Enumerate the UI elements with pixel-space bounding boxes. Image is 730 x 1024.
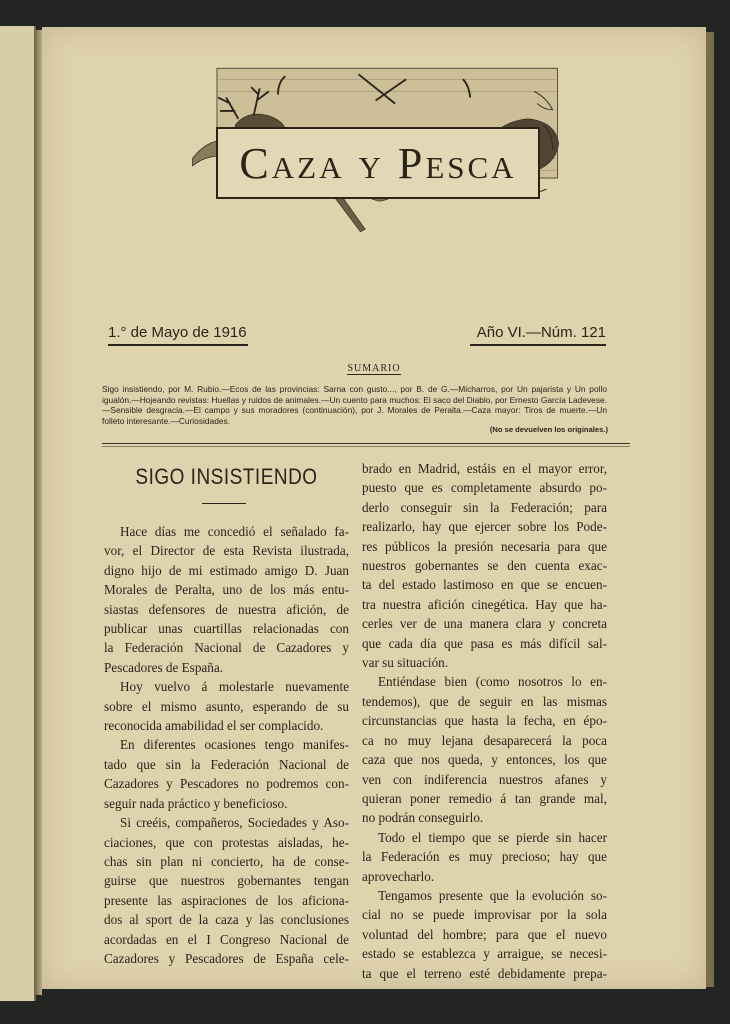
text-line: tra nuestra afición cinegética. Hay que ha- (362, 596, 607, 612)
page-edge (706, 32, 714, 987)
text-line: Hace días me concedió el señalado fa- (120, 524, 349, 539)
text-line: ven con indiferencia nuestros afanes y (362, 771, 607, 787)
text-line: ta del estado lastimoso en que se encuen- (362, 577, 607, 593)
text-line: derlo conseguir sin la Federación; para (362, 499, 607, 515)
text-line: Cazadores y Pescadores no podremos con- (104, 776, 349, 792)
sumario-text: Sigo insistiendo, por M. Rubio.—Ecos de las provincias: Sarna con gusto..., por B. de G.—Micharros, por Un pajarista y Un pollo igualón.—Hojeando revistas: Huellas y ruidos de animales.—Un cuento para muchos: El saco del Diablo, por Ernesto García Ladevese.—Sensible desgracia.—El campo y sus moradores (continuación), por J. Morales de Peralta.—Caza mayor: Tiros de muerte.—Un folleto interesante.—Curiosidades. (102, 384, 607, 426)
text-line: aprovecharlo. (362, 868, 435, 884)
text-line: estado se establezca y arraigue, se necesi- (362, 946, 607, 962)
article-column-left (104, 522, 349, 968)
text-line: digno hijo de mi estimado amigo D. Juan (104, 562, 349, 578)
text-line: res públicos la presión necesaria para que (362, 538, 607, 554)
text-line: cial no se puede improvisar por la sola (362, 907, 607, 923)
book-spine (34, 30, 42, 995)
text-line: la Federación es muy precioso; hay que (362, 849, 607, 865)
text-line: nuestros gobernantes se den cuenta exac- (362, 558, 607, 574)
text-line: Si creéis, compañeros, Sociedades y Aso- (120, 815, 349, 831)
text-line: ta que el terreno esté debidamente prepa- (362, 965, 607, 981)
text-line: dos al sport de la caza y las conclusiones (104, 912, 349, 928)
text-line: Tengamos presente que la evolución so- (378, 887, 607, 903)
text-line: acordadas en el I Congreso Nacional de (104, 931, 349, 947)
text-line: puesto que es completamente absurdo po- (362, 480, 607, 496)
text-line: la Federación Nacional de Cazadores y (104, 640, 349, 656)
text-line: ca no muy lejana desaparecerá la poca (362, 732, 607, 748)
text-line: que cada día que pasa es más difícil sal- (362, 635, 607, 651)
text-line: Hoy vuelvo á molestarle nuevamente (120, 679, 349, 695)
text-line: realizarlo, hay que ejercer sobre los Pode- (362, 519, 607, 535)
text-line: siastas defensores de nuestra afición, de (104, 601, 349, 617)
text-line: var su situación. (362, 655, 449, 671)
text-line: voluntad del hombre; para que el nuevo (362, 926, 607, 942)
article-column-right (362, 459, 607, 983)
issue-date: 1.° de Mayo de 1916 (108, 324, 248, 346)
text-line: ciaciones, que con protestas aisladas, he- (104, 834, 349, 850)
text-line: Todo el tiempo que se pierde sin hacer (378, 829, 607, 845)
text-line: no podrán conseguirlo. (362, 810, 484, 826)
facing-page-edge (0, 26, 36, 1001)
text-line: cerles ver de una manera clara y concreta (362, 616, 607, 632)
divider (102, 446, 630, 447)
text-line: presente las aspiraciones de los aficiona- (104, 892, 349, 908)
text-line: Morales de Peralta, uno de los más entu- (104, 582, 349, 598)
title-underline (202, 503, 246, 504)
text-line: seguir nada práctico y beneficioso. (104, 795, 288, 811)
text-line: tado que sin la Federación Nacional de (104, 756, 349, 772)
text-line: guirse que nuestros gobernantes tengan (104, 873, 349, 889)
text-line: reconocida amabilidad el ser complacido. (104, 718, 324, 734)
text-line: En diferentes ocasiones tengo manifes- (120, 737, 349, 753)
text-line: brado en Madrid, estáis en el mayor error, (362, 461, 607, 476)
text-line: Cazadores y Pescadores de España cele- (104, 950, 349, 966)
magazine-page (42, 27, 706, 989)
text-line: Pescadores de España. (104, 659, 224, 675)
sumario-heading: SUMARIO (347, 363, 401, 374)
masthead (76, 67, 674, 362)
text-line: sobre el mismo asunto, esperando de su (104, 698, 349, 714)
issue-number: Año VI.—Núm. 121 (470, 324, 606, 346)
text-line: quieran poner remedio á tan grande mal, (362, 790, 607, 806)
text-line: Entiéndase bien (como nosotros lo en- (378, 674, 607, 690)
text-line: tendemos), que de seguir en las mismas (362, 693, 607, 709)
divider (102, 443, 630, 444)
originals-note: (No se devuelven los originales.) (489, 425, 608, 434)
text-line: publicar unas cuartillas relacionadas con (104, 621, 349, 637)
text-line: circunstancias que hasta la fecha, en épo- (362, 713, 607, 729)
magazine-title: Caza y Pesca (239, 138, 517, 188)
text-line: vor, el Director de esta Revista ilustrada, (104, 543, 349, 559)
magazine-title-plate (216, 127, 540, 199)
article-title: SIGO INSISTIENDO (135, 465, 318, 490)
text-line: chas sin plan ni concierto, ha de conse- (104, 853, 349, 869)
text-line: caza que nos queda, y entonces, los que (362, 752, 607, 768)
